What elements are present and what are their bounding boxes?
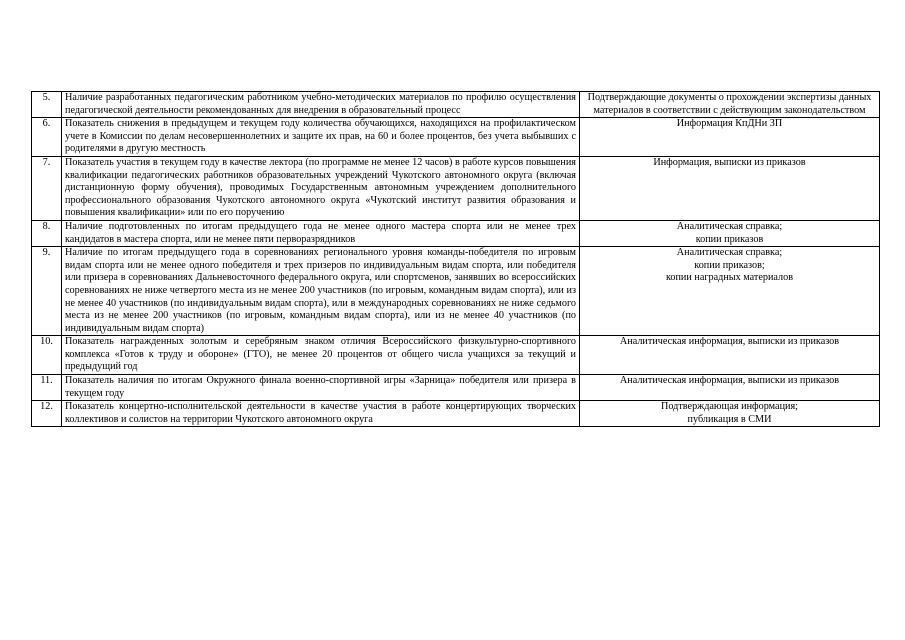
row-number: 11. [32, 375, 62, 401]
supporting-documents [580, 92, 880, 118]
row-number: 8. [32, 220, 62, 246]
supporting-documents [580, 220, 880, 246]
supporting-documents [580, 247, 880, 336]
row-number: 6. [32, 118, 62, 157]
table-row [32, 156, 880, 220]
row-number: 9. [32, 247, 62, 336]
row-number: 5. [32, 92, 62, 118]
criterion-text: Показатель концертно-исполнительской деятельности в качестве участия в работе концертирующих творческих коллективов и солистов на территории Чукотского автономного округа [62, 401, 580, 427]
criterion-text: Показатель награжденных золотым и серебряным знаком отличия Всероссийского физкультурно-спортивного комплекса «Готов к труду и обороне» (ГТО), не менее 20 процентов от общего числа учащихся за текущий и предыдущий год [62, 336, 580, 375]
document-item: копии наградных материалов [665, 272, 794, 284]
supporting-documents [580, 401, 880, 427]
document-item: Информация КпДНи ЗП [676, 118, 783, 130]
document-item: Аналитическая информация, выписки из приказов [619, 336, 840, 348]
table-row [32, 401, 880, 427]
table-row [32, 118, 880, 157]
criterion-text: Показатель снижения в предыдущем и текущем году количества обучающихся, находящихся на профилактическом учете в Комиссии по делам несовершеннолетних и защите их прав, на 60 и более процентов, без учета выбывших с родителями в другую местность [62, 118, 580, 157]
table-row [32, 375, 880, 401]
document-item: Подтверждающая информация; [661, 401, 798, 413]
document-item: публикация в СМИ [687, 413, 772, 425]
document-item: Аналитическая справка; [676, 247, 783, 259]
criterion-text: Наличие подготовленных по итогам предыдущего года не менее одного мастера спорта или не менее трех кандидатов в мастера спорта, или не менее пяти перворазрядников [62, 220, 580, 246]
criteria-table [31, 91, 880, 427]
criterion-text: Наличие разработанных педагогическим работником учебно-методических материалов по профилю осуществления педагогической деятельности рекомендованных для внедрения в образовательный процесс [62, 92, 580, 118]
table-row [32, 247, 880, 336]
supporting-documents [580, 375, 880, 401]
table-row [32, 336, 880, 375]
document-item: Аналитическая справка; [676, 220, 783, 232]
document-item: копии приказов [695, 233, 764, 245]
row-number: 12. [32, 401, 62, 427]
row-number: 7. [32, 156, 62, 220]
criterion-text: Наличие по итогам предыдущего года в соревнованиях регионального уровня команды-победителя по игровым видам спорта или не менее одного победителя и трех призеров по индивидуальным видам спорта, или победителя или призера в соревнованиях Дальневосточного федерального округа, или спортсменов, занявших во всероссийских соревнованиях не ниже четвертого места из не менее 200 участников (по игровым, командным видам спорта), или из не менее 40 участников (по индивидуальным видам спорта), или в международных соревнованиях не ниже седьмого места из не менее 200 участников (по игровым, командным видам спорта), или из не менее 40 участников (по индивидуальным видам спорта) [62, 247, 580, 336]
row-number: 10. [32, 336, 62, 375]
supporting-documents [580, 118, 880, 157]
table-row [32, 92, 880, 118]
supporting-documents [580, 336, 880, 375]
criterion-text: Показатель наличия по итогам Окружного финала военно-спортивной игры «Зарница» победителя или призера в текущем году [62, 375, 580, 401]
supporting-documents [580, 156, 880, 220]
document-item: Аналитическая информация, выписки из приказов [619, 375, 840, 387]
document-item: Информация, выписки из приказов [653, 156, 806, 168]
criteria-table-body [32, 92, 880, 427]
document-item: Подтверждающие документы о прохождении экспертизы данных материалов в соответствии с действующим законодательством [587, 92, 872, 116]
table-row [32, 220, 880, 246]
criterion-text: Показатель участия в текущем году в качестве лектора (по программе не менее 12 часов) в работе курсов повышения квалификации педагогических работников образовательных учреждений Чукотского автономного округа (включая дистанционную форму обучения), проводимых Государственным автономным учреждением дополнительного профессионального образования Чукотского автономного округа «Чукотский институт развития образования и повышения квалификации» или по его поручению [62, 156, 580, 220]
document-item: копии приказов; [694, 259, 765, 271]
